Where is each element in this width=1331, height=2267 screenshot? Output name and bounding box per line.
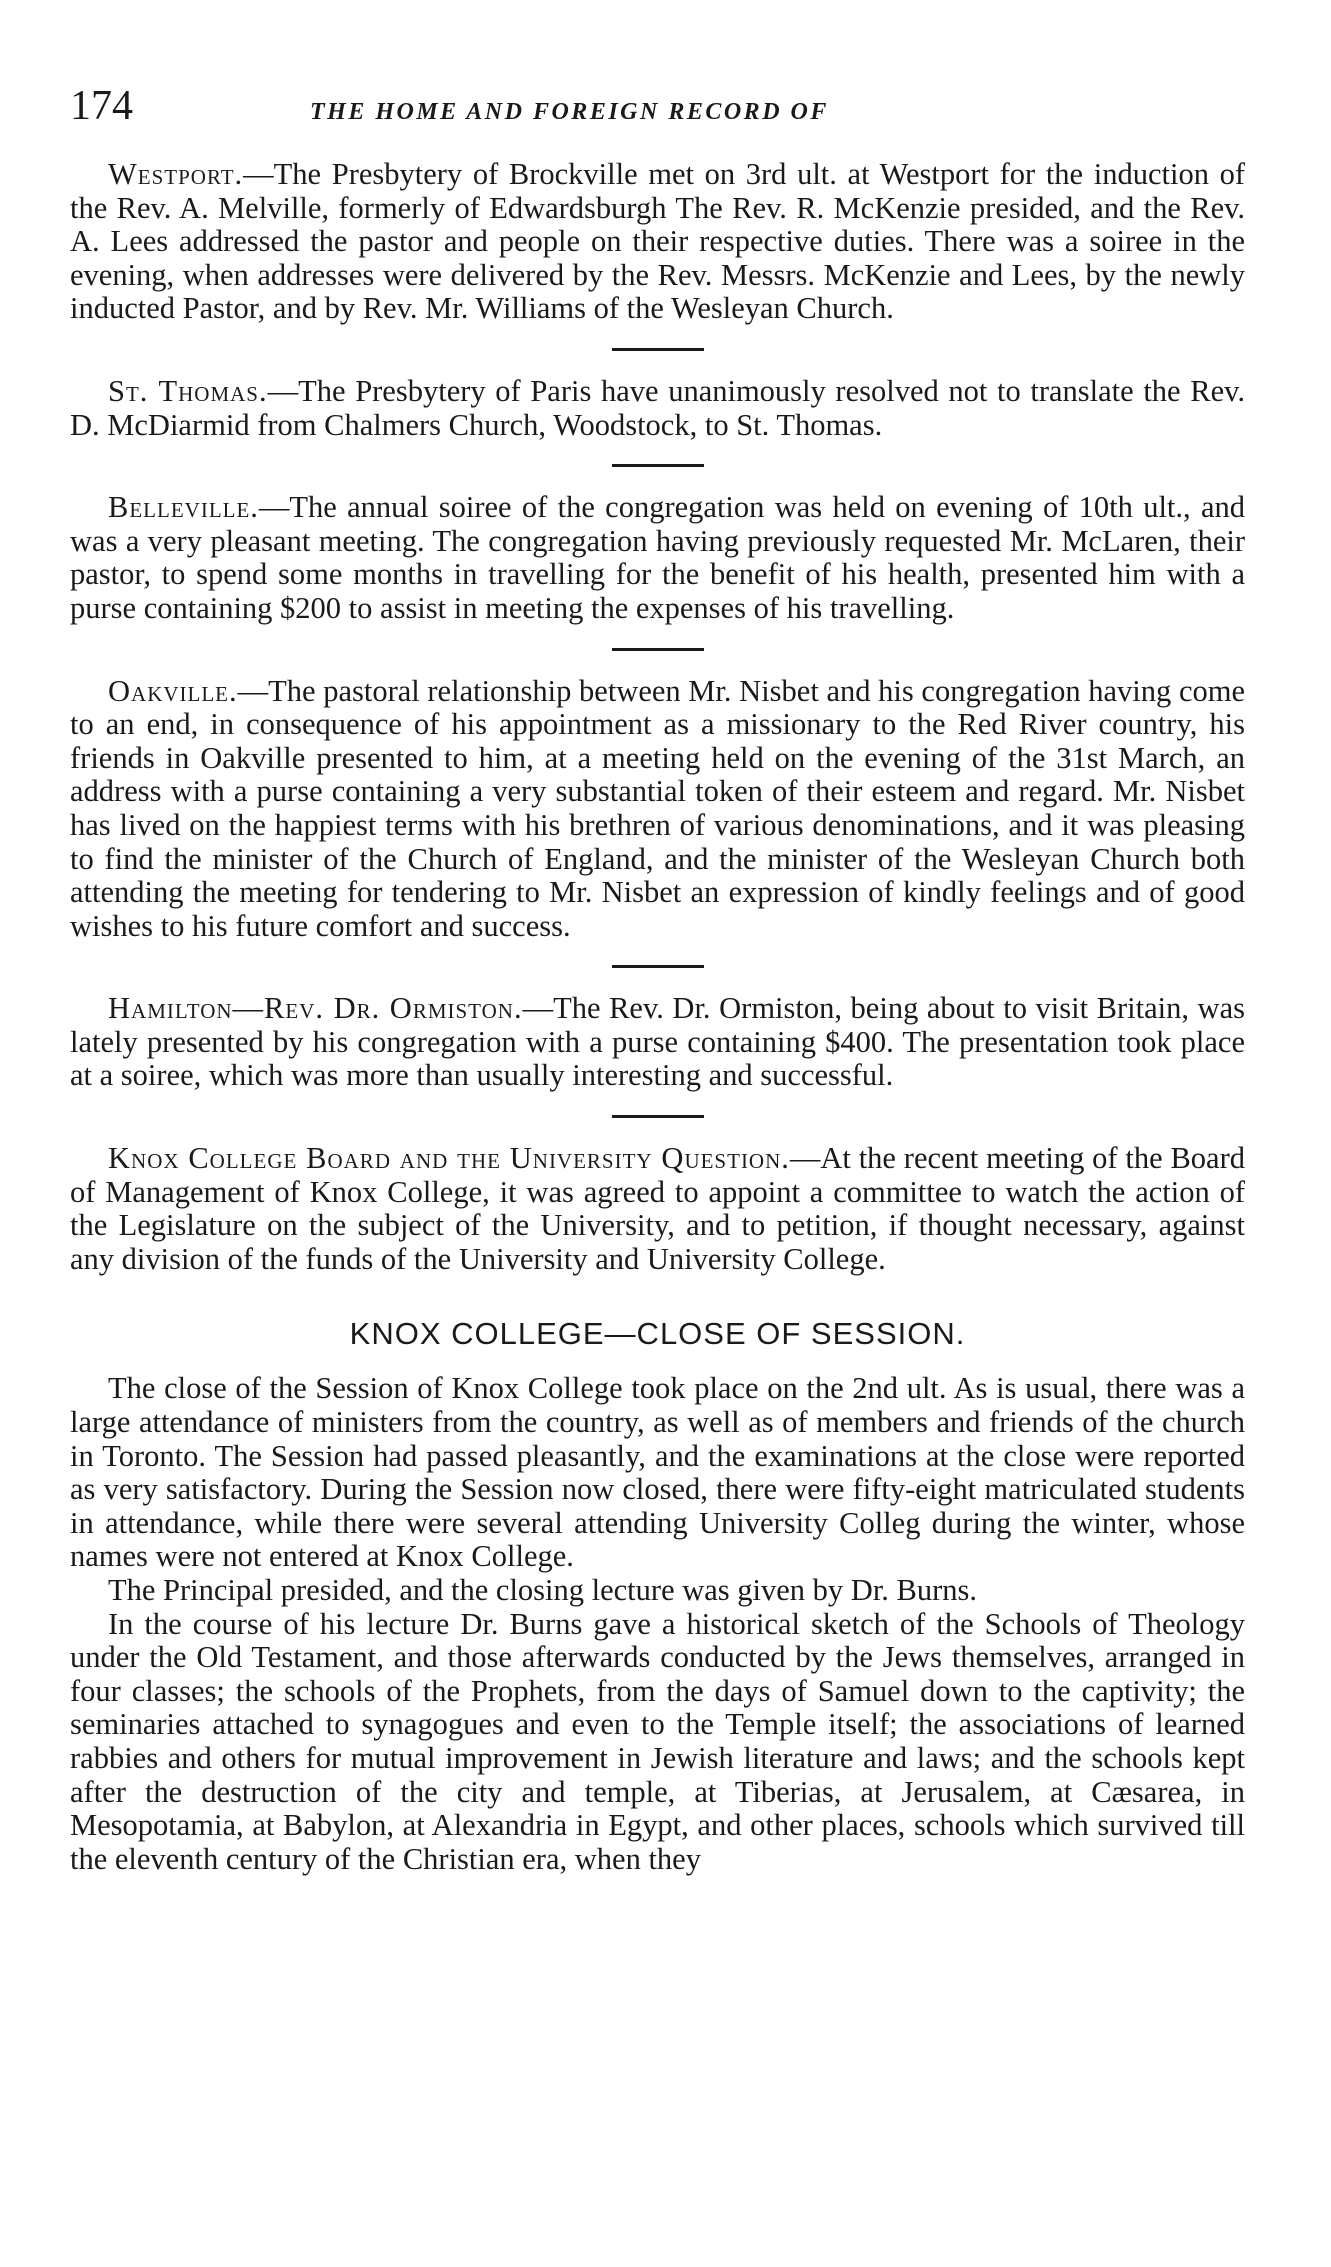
item-text: —The Presbytery of Brockville met on 3rd ult. at Westport for the induction of the Rev. A. Melville, formerly of Edwardsburgh The Rev. R. McKenzie presided, and the Rev. A. Lees addressed the pastor and people on their respective duties. There was a soiree in the evening, when addresses were delivered by the Rev. Messrs. McKenzie and Lees, by the newly inducted Pastor, and by Rev. Mr. Williams of the Wesleyan Church. [70, 157, 1245, 326]
item-text: —The pastoral relationship between Mr. Nisbet and his congregation having come to an end, in consequence of his appointment as a missionary to the Red River country, his friends in Oakville presented to him, at a meeting held on the evening of the 31st March, an address with a purse containing a very substantial token of their esteem and regard. Mr. Nisbet has lived on the happiest terms with his brethren of various denominations, and it was pleasing to find the minister of the Church of England, and the minister of the Wesleyan Church both attending the meeting for tendering to Mr. Nisbet an expression of kindly feelings and of good wishes to his future comfort and success. [70, 673, 1245, 943]
news-item-hamilton [70, 992, 1245, 1093]
item-text: —The Rev. Dr. Ormiston, being about to visit Britain, was lately presented by his congregation with a purse containing $400. The presentation took place at a soiree, which was more than usually interesting and successful. [70, 991, 1245, 1093]
divider [612, 348, 704, 351]
news-item-oakville [70, 675, 1245, 944]
item-text: —At the recent meeting of the Board of Management of Knox College, it was agreed to appoint a committee to watch the action of the Legislature on the subject of the University, and to petition, if thought necessary, against any division of the funds of the University and University College. [70, 1141, 1245, 1276]
news-item-westport [70, 158, 1245, 326]
section-title: KNOX COLLEGE—CLOSE OF SESSION. [349, 1316, 966, 1352]
divider [612, 965, 704, 968]
running-head: THE HOME AND FOREIGN RECORD OF [310, 99, 829, 125]
item-lead: Oakville. [108, 673, 238, 708]
page-header [70, 82, 1245, 130]
item-lead: Knox College Board and the University Question. [108, 1141, 790, 1176]
page-number: 174 [70, 83, 133, 129]
item-lead: Belleville. [108, 490, 259, 525]
divider [612, 1115, 704, 1118]
section-paragraph: The close of the Session of Knox College took place on the 2nd ult. As is usual, there was a large attendance of ministers from the country, as well as of members and friends of the church in Toronto. The Session had passed pleasantly, and the examinations at the close were reported as very satisfactory. During the Session now closed, there were fifty-eight matriculated students in attendance, while there were several attending University Colleg during the winter, whose names were not entered at Knox College. [70, 1371, 1245, 1574]
item-lead: Westport. [108, 157, 244, 191]
news-item-belleville [70, 491, 1245, 625]
news-item-st-thomas [70, 375, 1245, 442]
section-paragraph: In the course of his lecture Dr. Burns gave a historical sketch of the Schools of Theology under the Old Testament, and those afterwards conducted by the Jews themselves, arranged in four classes; the schools of the Prophets, from the days of Samuel down to the captivity; the seminaries attached to synagogues and even to the Temple itself; the associations of learned rabbies and others for mutual improvement in Jewish literature and laws; and the schools kept after the destruction of the city and temple, at Tiberias, at Jerusalem, at Cæsarea, in Mesopotamia, at Babylon, at Alexandria in Egypt, and other places, schools which survived till the eleventh century of the Christian era, when they [70, 1606, 1245, 1876]
news-item-knox-board [70, 1142, 1245, 1276]
item-text: —The annual soiree of the congregation was held on evening of 10th ult., and was a very pleasant meeting. The congregation having previously requested Mr. McLaren, their pastor, to spend some months in travelling for the benefit of his health, presented him with a purse containing $200 to assist in meeting the expenses of his travelling. [70, 490, 1245, 625]
divider [612, 464, 704, 467]
divider [612, 648, 704, 651]
item-text: —The Presbytery of Paris have unanimously resolved not to translate the Rev. D. McDiarmid from Chalmers Church, Woodstock, to St. Thomas. [70, 373, 1246, 442]
page [70, 82, 1245, 1876]
section-paragraph: The Principal presided, and the closing lecture was given by Dr. Burns. [108, 1573, 978, 1607]
item-lead: Hamilton—Rev. Dr. Ormiston. [108, 991, 523, 1026]
item-lead: St. Thomas. [108, 373, 268, 408]
